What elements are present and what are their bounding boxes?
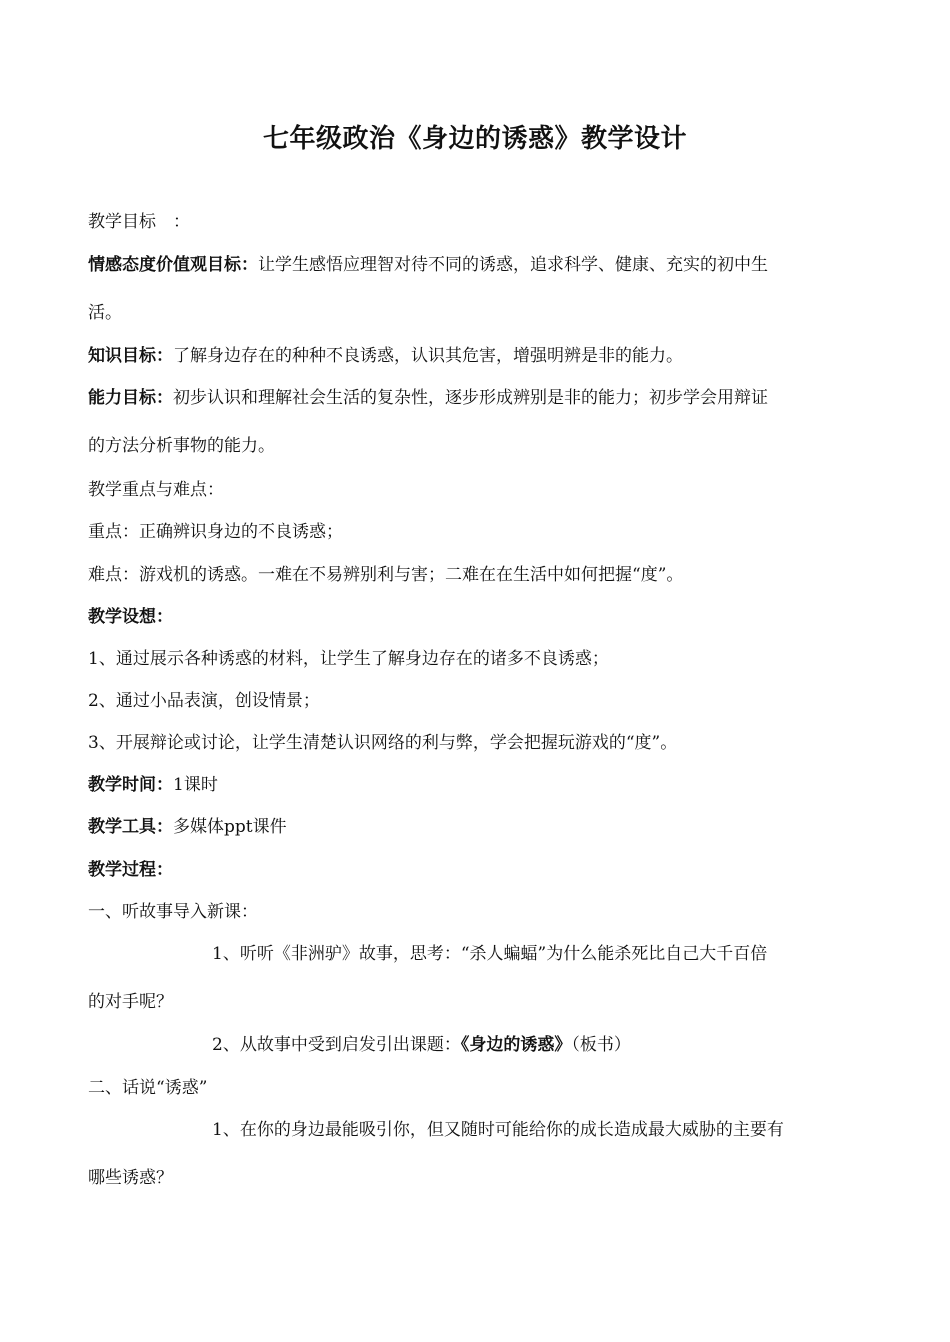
affective-text-cont: 活。 xyxy=(88,303,122,323)
tools-text: 多媒体ppt课件 xyxy=(173,817,287,837)
focus-key: 重点：正确辨识身边的不良诱惑； xyxy=(88,522,343,542)
design-item-3: 3、开展辩论或讨论，让学生清楚认识网络的利与弊，学会把握玩游戏的“度”。 xyxy=(88,733,678,753)
focus-heading: 教学重点与难点： xyxy=(88,480,224,500)
teaching-time xyxy=(88,773,868,797)
affective-label: 情感态度价值观目标： xyxy=(88,255,258,275)
ability-label: 能力目标： xyxy=(88,388,173,408)
focus-difficult: 难点：游戏机的诱惑。一难在不易辨别利与害；二难在在生活中如何把握“度”。 xyxy=(88,565,684,585)
s2-item-1-cont: 哪些诱惑？ xyxy=(88,1168,173,1188)
knowledge-label: 知识目标： xyxy=(88,346,173,366)
design-item-1: 1、通过展示各种诱惑的材料，让学生了解身边存在的诸多不良诱惑； xyxy=(88,649,609,669)
knowledge-goal xyxy=(88,344,868,368)
s1-item-2 xyxy=(212,1033,872,1057)
document-title: 七年级政治《身边的诱惑》教学设计 xyxy=(262,124,687,154)
s1-item-2-note: （板书） xyxy=(571,1035,631,1055)
process-heading: 教学过程： xyxy=(88,860,173,880)
s2-item-1: 1、在你的身边最能吸引你，但又随时可能给你的成长造成最大威胁的主要有 xyxy=(212,1120,784,1140)
ability-goal xyxy=(88,386,868,410)
s1-item-2-text: 2、从故事中受到启发引出课题： xyxy=(212,1035,461,1055)
time-label: 教学时间： xyxy=(88,775,173,795)
design-heading: 教学设想： xyxy=(88,607,173,627)
lesson-topic: 《身边的诱惑》 xyxy=(460,1035,572,1055)
knowledge-text: 了解身边存在的种种不良诱惑，认识其危害，增强明辨是非的能力。 xyxy=(173,346,683,366)
time-text: 1课时 xyxy=(173,775,218,795)
design-item-2: 2、通过小品表演，创设情景； xyxy=(88,691,320,711)
affective-text: 让学生感悟应理智对待不同的诱惑，追求科学、健康、充实的初中生 xyxy=(258,255,768,275)
tools-label: 教学工具： xyxy=(88,817,173,837)
ability-text-cont: 的方法分析事物的能力。 xyxy=(88,436,275,456)
section-1-heading: 一、听故事导入新课： xyxy=(88,902,258,922)
s1-item-1-cont: 的对手呢？ xyxy=(88,992,173,1012)
affective-goal xyxy=(88,253,868,277)
ability-text: 初步认识和理解社会生活的复杂性，逐步形成辨别是非的能力；初步学会用辩证 xyxy=(173,388,768,408)
teaching-tools xyxy=(88,815,868,839)
objectives-heading: 教学目标 ： xyxy=(88,212,190,232)
section-2-heading: 二、话说“诱惑” xyxy=(88,1078,208,1098)
s1-item-1: 1、听听《非洲驴》故事，思考：“杀人蝙蝠”为什么能杀死比自己大千百倍 xyxy=(212,944,768,964)
